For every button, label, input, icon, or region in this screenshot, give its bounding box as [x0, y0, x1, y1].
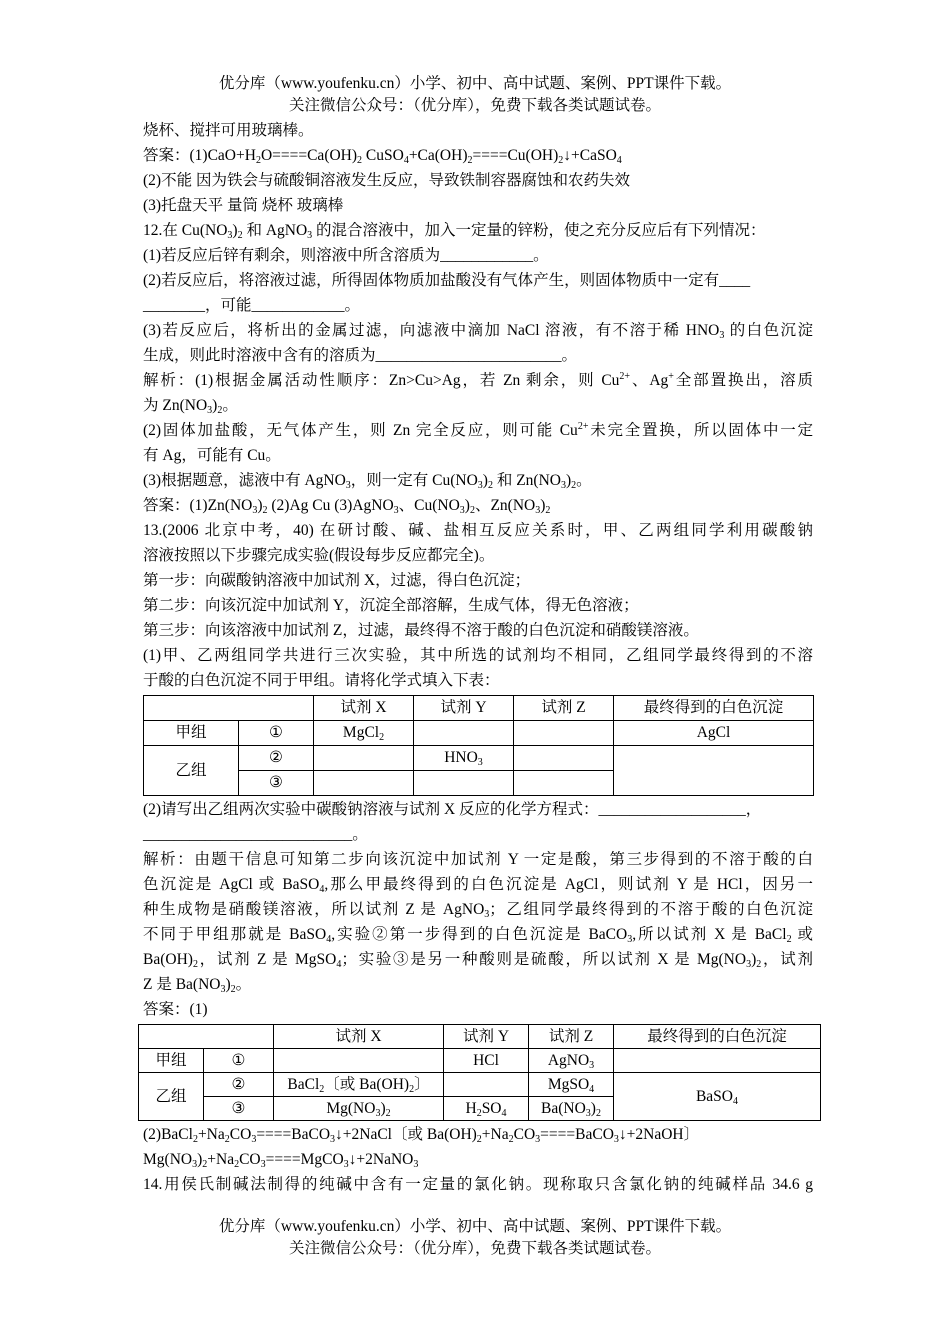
table-cell: AgNO$_3$ — [529, 1049, 614, 1073]
q12-part-2-cont: ________，可能____________。 — [143, 297, 361, 314]
column-header-y: 试剂 Y — [414, 696, 514, 721]
table-row — [144, 696, 814, 721]
table-cell — [139, 1025, 274, 1049]
column-header-y: 试剂 Y — [444, 1025, 529, 1049]
table-cell: $HNO_3$ — [414, 746, 514, 771]
table-row — [144, 746, 814, 771]
q12-explain-1: 解析：(1)根据金属活动性顺序：Zn>Cu>Ag，若 Zn 剩余，则 $Cu^{2+}$、Ag+全部置换出，溶质 — [143, 371, 813, 389]
q13-step-2: 第二步：向该沉淀中加试剂 Y，沉淀全部溶解，生成气体，得无色溶液； — [143, 597, 639, 614]
footer-line-2: 关注微信公众号：（优分库），免费下载各类试题试卷。 — [288, 1240, 661, 1257]
experiment-number: ① — [204, 1049, 274, 1073]
table-cell — [414, 721, 514, 746]
q12-explain-1-cont: 为 $Zn(NO_3)_2$。 — [143, 397, 238, 416]
table-row — [144, 721, 814, 746]
q13-stem: 13.(2006 北京中考，40) 在研讨酸、碱、盐相互反应关系时，甲、乙两组同学利用碳酸钠 — [143, 522, 813, 539]
experiment-number: ③ — [204, 1097, 274, 1121]
q12-explain-3: (3)根据题意，滤液中有 AgNO$_3$，则一定有 $Cu(NO_3)_2$ 和 $Zn(NO_3)_2$。 — [143, 472, 592, 491]
table-cell — [514, 771, 614, 796]
group-label: 甲组 — [139, 1049, 204, 1073]
q13-explain-2: 色沉淀是 AgCl 或 BaSO$_4$,那么甲最终得到的白色沉淀是 AgCl，则试剂 Y 是 HCl，因另一 — [143, 876, 813, 895]
header-line-2: 关注微信公众号：（优分库），免费下载各类试题试卷。 — [288, 97, 661, 114]
q13-explain-1: 解析：由题干信息可知第二步向该沉淀中加试剂 Y 一定是酸，第三步得到的不溶于酸的白 — [143, 851, 813, 868]
table-cell: MgCl$_2$ — [314, 721, 414, 746]
table-cell: $Mg(NO_3)_2$ — [274, 1097, 444, 1121]
q11-answer-2: (2)不能 因为铁会与硫酸铜溶液发生反应，导致铁制容器腐蚀和农药失效 — [143, 172, 630, 189]
table-cell: BaSO$_4$ — [614, 1073, 821, 1121]
table-cell: MgSO$_4$ — [529, 1073, 614, 1097]
q13-answer-eq-2: $Mg(NO_3)_2+Na_2CO_3====MgCO_3↓+2NaNO_3$ — [143, 1151, 419, 1170]
answer-table — [138, 1024, 821, 1121]
q13-explain-4: 不同于甲组那就是 BaSO$_4$,实验②第一步得到的白色沉淀是 BaCO$_3$,所以试剂 X 是 BaCl$_2$ 或 — [143, 926, 813, 945]
table-cell: HCl — [444, 1049, 529, 1073]
experiment-number: ① — [239, 721, 314, 746]
header-line-1: 优分库（www.youfenku.cn）小学、初中、高中试题、案例、PPT课件下载。 — [218, 75, 732, 92]
q12-part-2: (2)若反应后，将溶液过滤，所得固体物质加盐酸没有气体产生，则固体物质中一定有____ — [143, 272, 751, 289]
page-footer — [0, 1216, 950, 1260]
q11-answer-line: 答案：$(1)CaO+H_2O====Ca(OH)_2$ $CuSO_4+Ca(OH)_2====Cu(OH)_2↓+CaSO_4$ — [143, 147, 622, 166]
table-cell: BaCl$_2$〔或 $Ba(OH)_2$〕 — [274, 1073, 444, 1097]
q12-part-3-cont: 生成，则此时溶液中含有的溶质为________________________。 — [143, 347, 578, 364]
q11-text-line: 烧杯、搅拌可用玻璃棒。 — [143, 122, 314, 139]
table-cell: AgCl — [614, 721, 814, 746]
column-header-final: 最终得到的白色沉淀 — [614, 1025, 821, 1049]
table-cell — [314, 746, 414, 771]
q13-explain-5: $Ba(OH)_2$，试剂 Z 是 MgSO$_4$；实验③是另一种酸则是硫酸，所以试剂 X 是 $Mg(NO_3)_2$，试剂 — [143, 951, 813, 970]
question-table — [143, 695, 814, 796]
table-cell — [444, 1073, 529, 1097]
footer-line-1: 优分库（www.youfenku.cn）小学、初中、高中试题、案例、PPT课件下载。 — [218, 1218, 732, 1235]
q11-answer-3: (3)托盘天平 量筒 烧杯 玻璃棒 — [143, 197, 344, 214]
q14-stem: 14.用侯氏制碱法制得的纯碱中含有一定量的氯化钠。现称取只含氯化钠的纯碱样品 34.6 g — [143, 1176, 813, 1193]
table-cell — [314, 771, 414, 796]
group-label: 甲组 — [144, 721, 239, 746]
experiment-number: ③ — [239, 771, 314, 796]
page-header — [0, 73, 950, 117]
table-cell — [614, 1049, 821, 1073]
table-row — [139, 1025, 821, 1049]
q12-explain-2: (2)固体加盐酸，无气体产生，则 Zn 完全反应，则可能 $Cu^{2+}$未完全置换，所以固体中一定 — [143, 421, 813, 439]
table-row — [139, 1073, 821, 1097]
table-cell — [614, 746, 814, 796]
table-cell — [274, 1049, 444, 1073]
experiment-number: ② — [239, 746, 314, 771]
q12-stem: 12.在 $Cu(NO_3)_2$ 和 AgNO$_3$ 的混合溶液中，加入一定量的锌粉，使之充分反应后有下列情况： — [143, 222, 766, 241]
table-cell: $H_2SO_4$ — [444, 1097, 529, 1121]
table-cell: $Ba(NO_3)_2$ — [529, 1097, 614, 1121]
q13-step-3: 第三步：向该溶液中加试剂 Z，过滤，最终得不溶于酸的白色沉淀和硝酸镁溶液。 — [143, 622, 699, 639]
document-body — [143, 118, 813, 1197]
table-cell — [514, 746, 614, 771]
table-row — [139, 1049, 821, 1073]
column-header-x: 试剂 X — [314, 696, 414, 721]
q12-answer: 答案：$(1)Zn(NO_3)_2$ (2)Ag Cu (3)AgNO$_3$、$Cu(NO_3)_2$、$Zn(NO_3)_2$ — [143, 497, 551, 516]
q13-part-2-cont: ___________________________。 — [143, 826, 368, 843]
column-header-x: 试剂 X — [274, 1025, 444, 1049]
q13-answer-eq-1: $(2)BaCl_2+Na_2CO_3====BaCO_3↓+2NaCl$〔或 $Ba(OH)_2+Na_2CO_3====BaCO_3↓+2NaOH$〕 — [143, 1126, 700, 1145]
q13-answer-label: 答案：(1) — [143, 1001, 208, 1018]
column-header-z: 试剂 Z — [514, 696, 614, 721]
q13-part-2: (2)请写出乙组两次实验中碳酸钠溶液与试剂 X 反应的化学方程式：___________________， — [143, 801, 762, 818]
q13-step-1: 第一步：向碳酸钠溶液中加试剂 X，过滤，得白色沉淀； — [143, 572, 531, 589]
q13-explain-3: 种生成物是硝酸镁溶液，所以试剂 Z 是 AgNO$_3$；乙组同学最终得到的不溶于酸的白色沉淀 — [143, 901, 813, 920]
column-header-z: 试剂 Z — [529, 1025, 614, 1049]
q12-part-3: (3)若反应后，将析出的金属过滤，向滤液中滴加 NaCl 溶液，有不溶于稀 $HNO_3$ 的白色沉淀 — [143, 322, 813, 341]
q13-part-1-cont: 于酸的白色沉淀不同于甲组。请将化学式填入下表： — [143, 672, 500, 689]
column-header-final: 最终得到的白色沉淀 — [614, 696, 814, 721]
q12-explain-2-cont: 有 Ag，可能有 Cu。 — [143, 447, 281, 464]
table-cell — [414, 771, 514, 796]
q13-explain-6: Z 是 $Ba(NO_3)_2$。 — [143, 976, 252, 995]
q13-part-1: (1)甲、乙两组同学共进行三次实验，其中所选的试剂均不相同，乙组同学最终得到的不溶 — [143, 647, 813, 664]
group-label: 乙组 — [144, 746, 239, 796]
q12-part-1: (1)若反应后锌有剩余，则溶液中所含溶质为____________。 — [143, 247, 549, 264]
table-cell — [514, 721, 614, 746]
experiment-number: ② — [204, 1073, 274, 1097]
group-label: 乙组 — [139, 1073, 204, 1121]
table-cell — [144, 696, 314, 721]
q13-stem-cont: 溶液按照以下步骤完成实验(假设每步反应都完全)。 — [143, 547, 495, 564]
